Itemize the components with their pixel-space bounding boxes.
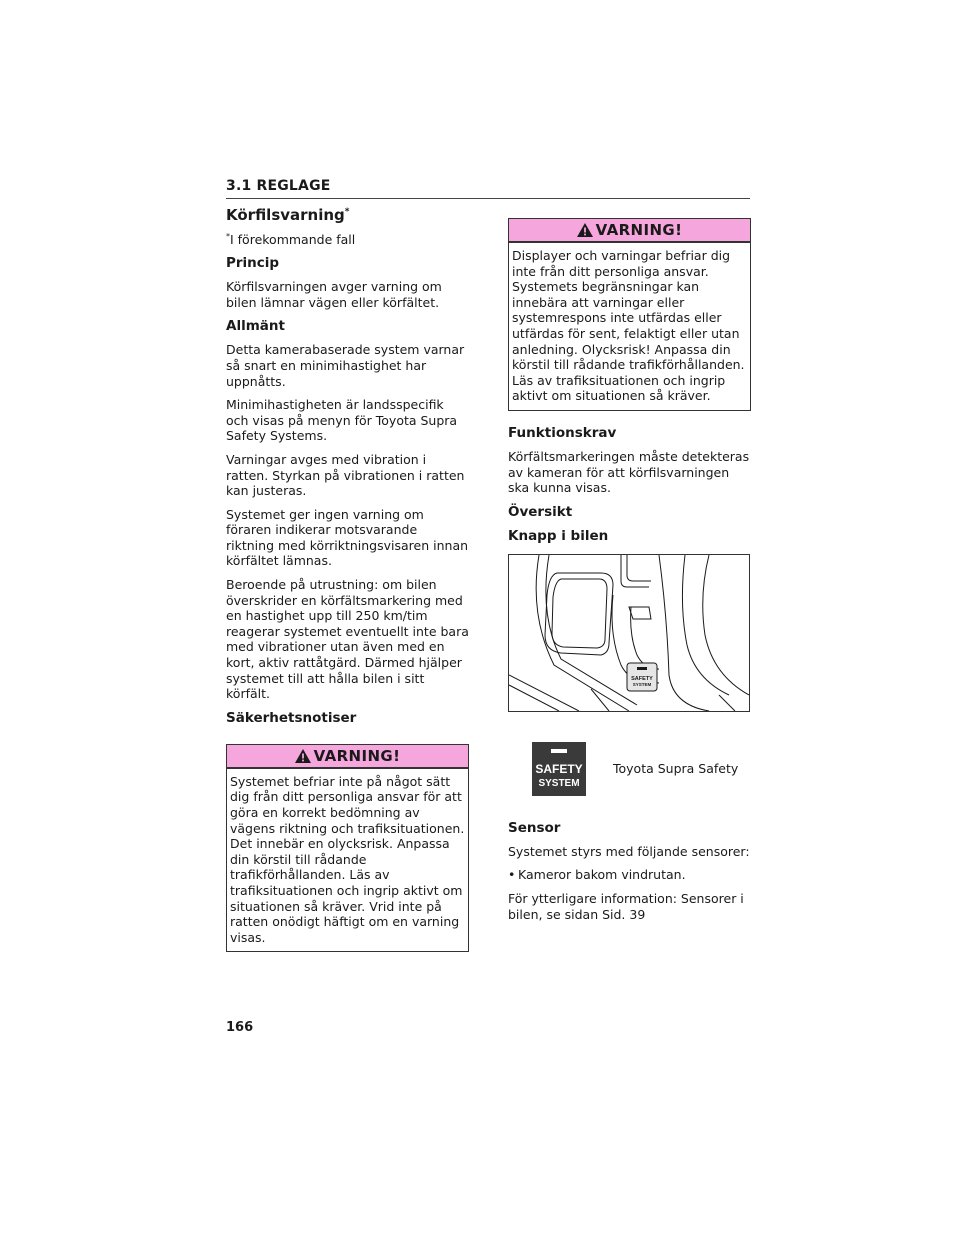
warning-text: Displayer och varningar befriar dig inte från ditt personliga ansvar. Systemets begränsningar kan innebära att varningar eller systemrespons inte utfärdas eller utfärdas för sent, felaktigt eller utan anledning. Olycksrisk! Anpassa din körstil till rådande trafikförhållanden. Läs av trafiksituationen och ingrip aktivt om situationen så kräver. — [512, 248, 745, 404]
heading-oversikt: Översikt — [508, 503, 573, 520]
heading-allmant: Allmänt — [226, 318, 285, 335]
footnote-asterisk: * — [226, 232, 230, 241]
warning-title: VARNING! — [595, 221, 683, 239]
warning-box — [508, 218, 751, 411]
paragraph-sensor: Systemet styrs med följande sensorer: — [508, 843, 750, 859]
title-text: Körfilsvarning — [226, 206, 345, 224]
safety-system-button-icon — [532, 742, 586, 796]
paragraph: Varningar avges med vibration i ratten. Styrkan på vibrationen i ratten kan justeras. — [226, 451, 465, 499]
warning-box — [226, 744, 469, 953]
warning-triangle-icon — [577, 223, 593, 237]
paragraph-princip: Körfilsvarningen avger varning om bilen lämnar vägen eller körfältet. — [226, 279, 442, 310]
heading-princip: Princip — [226, 255, 280, 272]
paragraph: Minimihastigheten är landsspecifik och visas på menyn för Toyota Supra Safety Systems. — [226, 397, 458, 444]
paragraph: Detta kamerabaserade system varnar så snart en minimihastighet har uppnåtts. — [226, 342, 465, 389]
right-column — [508, 218, 751, 930]
button-label-safety: SAFETY — [631, 675, 653, 682]
paragraph: Beroende på utrustning: om bilen överskrider en körfältsmarkering med en hastighet upp till 250 km/tim reagerar systemet eventuellt inte bara med vibrationer utan även med en kort, aktiv rattåtgärd. Därmed hjälper systemet till att hålla bilen i sitt körfält. — [226, 577, 469, 702]
heading-safety: Säkerhetsnotiser — [226, 709, 357, 726]
heading-sensor: Sensor — [508, 819, 561, 836]
warning-text: Systemet befriar inte på något sätt dig från ditt personliga ansvar för att göra en korrekt bedömning av vägens riktning och trafiksituationen. Det innebär en olycksrisk. Anpassa din körstil till rådande trafikförhållanden. Läs av trafiksituationen och ingrip aktivt om situationen så kräver. Vrid inte på ratten onödigt häftigt om en varning visas. — [230, 773, 465, 945]
safety-icon-caption: Toyota Supra Safety — [613, 761, 739, 777]
paragraph-more-info: För ytterligare information: Sensorer i bilen, se sidan Sid. 39 — [508, 890, 744, 922]
icon-label-system: SYSTEM — [538, 777, 580, 789]
warning-title: VARNING! — [313, 746, 401, 765]
list-item: • Kameror bakom vindrutan. — [508, 867, 751, 883]
heading-funktionskrav: Funktionskrav — [508, 424, 617, 441]
warning-header — [227, 745, 468, 769]
paragraph: Systemet ger ingen varning om föraren indikerar motsvarande riktning med körriktningsvisaren innan körfältet lämnas. — [226, 506, 469, 569]
heading-knapp: Knapp i bilen — [508, 527, 609, 544]
section-header: 3.1 REGLAGE — [226, 178, 750, 199]
warning-triangle-icon — [295, 749, 311, 763]
left-column — [226, 206, 469, 952]
page-title — [226, 206, 469, 224]
footnote-text: I förekommande fall — [230, 232, 356, 248]
car-console-illustration — [508, 554, 750, 712]
footnote — [226, 232, 469, 247]
button-label-system: SYSTEM — [632, 681, 652, 687]
warning-header — [509, 219, 750, 243]
title-asterisk: * — [344, 207, 350, 217]
icon-label-safety: SAFETY — [535, 761, 583, 776]
sensor-list — [508, 867, 751, 883]
paragraph-funktionskrav: Körfältsmarkeringen måste detekteras av kameran för att körfilsvarningen ska kunna visas. — [508, 448, 750, 496]
page-number: 166 — [226, 1020, 254, 1035]
safety-button-legend — [532, 742, 751, 796]
